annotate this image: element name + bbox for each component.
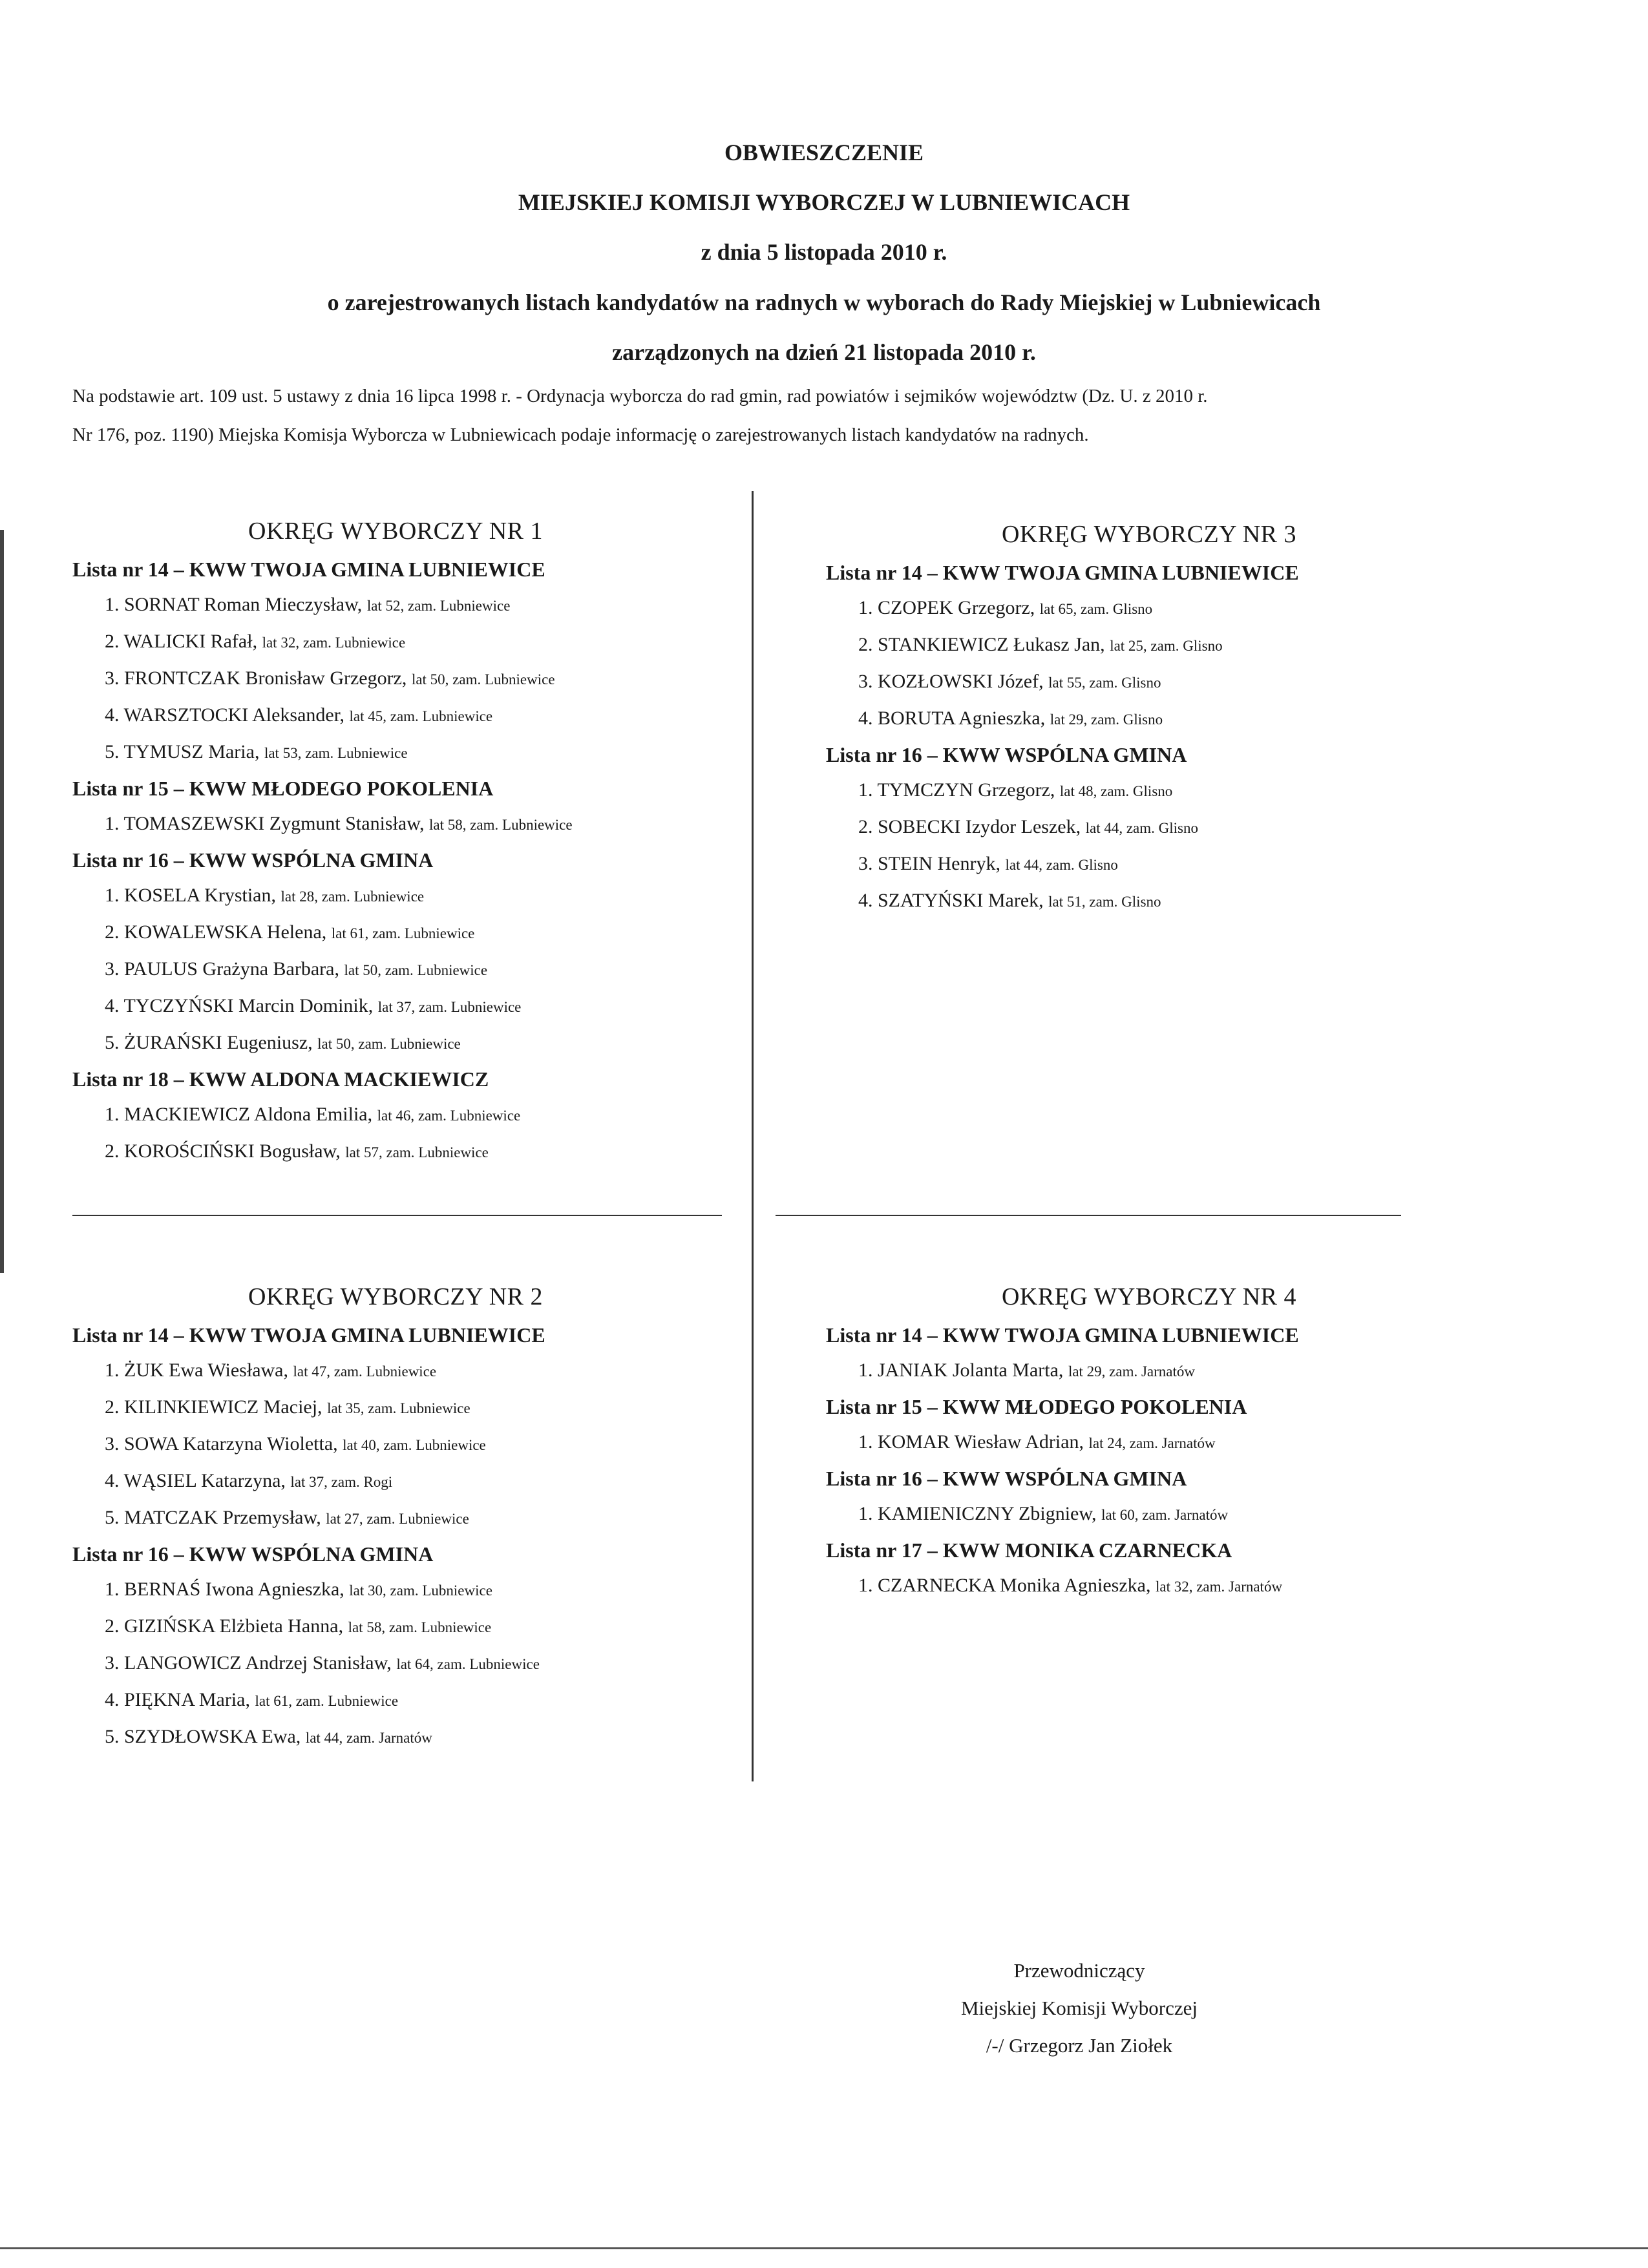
candidate-row bbox=[826, 1575, 1472, 1598]
signature-role: Przewodniczący bbox=[1013, 1959, 1145, 1982]
candidate-row bbox=[72, 631, 719, 654]
candidate-details: lat 47, zam. Lubniewice bbox=[293, 1363, 437, 1380]
candidate-row bbox=[72, 1396, 719, 1420]
candidate-number: 1. bbox=[105, 1104, 120, 1125]
candidate-details: lat 51, zam. Glisno bbox=[1048, 894, 1161, 910]
candidate-details: lat 52, zam. Lubniewice bbox=[366, 598, 511, 614]
candidate-name: MACKIEWICZ Aldona Emilia, bbox=[124, 1104, 373, 1125]
candidate-row bbox=[826, 1360, 1472, 1383]
list-heading: Lista nr 18 – KWW ALDONA MACKIEWICZ bbox=[72, 1067, 489, 1091]
candidate-details: lat 32, zam. Lubniewice bbox=[262, 635, 406, 651]
candidate-row bbox=[72, 1615, 719, 1639]
candidate-number: 1. bbox=[105, 594, 120, 615]
candidate-number: 3. bbox=[105, 1652, 120, 1674]
candidate-number: 3. bbox=[105, 667, 120, 689]
district-2 bbox=[72, 1283, 719, 1749]
candidate-number: 5. bbox=[105, 1726, 120, 1747]
scan-bottom-edge bbox=[0, 2247, 1648, 2249]
candidate-details: lat 44, zam. Glisno bbox=[1005, 857, 1118, 873]
candidate-number: 4. bbox=[105, 1689, 120, 1710]
candidate-details: lat 45, zam. Lubniewice bbox=[349, 708, 493, 724]
candidate-row bbox=[826, 1503, 1472, 1526]
candidate-name: KOMAR Wiesław Adrian, bbox=[878, 1431, 1084, 1453]
candidate-details: lat 25, zam. Glisno bbox=[1110, 638, 1223, 654]
candidate-details: lat 46, zam. Lubniewice bbox=[377, 1108, 521, 1124]
candidate-details: lat 50, zam. Lubniewice bbox=[411, 671, 555, 688]
candidate-row bbox=[826, 1431, 1472, 1454]
candidate-name: TOMASZEWSKI Zygmunt Stanisław, bbox=[123, 813, 425, 834]
candidate-number: 1. bbox=[858, 1360, 873, 1381]
list-heading: Lista nr 14 – KWW TWOJA GMINA LUBNIEWICE bbox=[826, 561, 1299, 584]
candidate-number: 5. bbox=[105, 1507, 120, 1528]
candidate-name: SOWA Katarzyna Wioletta, bbox=[124, 1433, 338, 1454]
candidate-row bbox=[826, 634, 1472, 657]
candidate-number: 1. bbox=[858, 779, 873, 801]
candidate-number: 5. bbox=[105, 741, 120, 762]
list-heading: Lista nr 15 – KWW MŁODEGO POKOLENIA bbox=[72, 777, 494, 800]
candidate-number: 1. bbox=[858, 1575, 873, 1596]
candidate-details: lat 29, zam. Jarnatów bbox=[1068, 1363, 1196, 1380]
candidate-number: 3. bbox=[105, 958, 120, 980]
list-heading: Lista nr 15 – KWW MŁODEGO POKOLENIA bbox=[826, 1395, 1247, 1418]
candidate-details: lat 44, zam. Jarnatów bbox=[305, 1730, 432, 1746]
section-divider-right bbox=[776, 1215, 1401, 1216]
list-heading: Lista nr 16 – KWW WSPÓLNA GMINA bbox=[72, 848, 434, 872]
section-divider-left bbox=[72, 1215, 722, 1216]
candidate-details: lat 58, zam. Lubniewice bbox=[348, 1619, 492, 1635]
candidate-name: CZARNECKA Monika Agnieszka, bbox=[878, 1575, 1151, 1596]
candidate-row bbox=[72, 1689, 719, 1712]
candidate-name: WĄSIEL Katarzyna, bbox=[123, 1470, 286, 1491]
candidate-row bbox=[72, 958, 719, 982]
candidate-number: 2. bbox=[105, 1140, 120, 1162]
candidate-row bbox=[72, 995, 719, 1018]
candidate-row bbox=[826, 816, 1472, 839]
candidate-row bbox=[826, 597, 1472, 620]
candidate-details: lat 53, zam. Lubniewice bbox=[264, 745, 408, 761]
candidate-details: lat 50, zam. Lubniewice bbox=[344, 962, 488, 978]
candidate-name: ŻUK Ewa Wiesława, bbox=[124, 1360, 288, 1381]
list-heading: Lista nr 14 – KWW TWOJA GMINA LUBNIEWICE bbox=[72, 1323, 545, 1347]
candidate-name: TYMCZYN Grzegorz, bbox=[877, 779, 1055, 801]
candidate-number: 1. bbox=[105, 885, 120, 906]
candidate-details: lat 44, zam. Glisno bbox=[1085, 820, 1198, 836]
signature-block bbox=[840, 1959, 1318, 2072]
intro-line-1: Na podstawie art. 109 ust. 5 ustawy z dnia 16 lipca 1998 r. - Ordynacja wyborcza do rad gmin, rad powiatów i sejmików województw (Dz. U. z 2010 r. bbox=[72, 386, 1208, 406]
candidate-details: lat 61, zam. Lubniewice bbox=[331, 925, 475, 941]
candidate-number: 4. bbox=[105, 1470, 120, 1491]
intro-line-2: Nr 176, poz. 1190) Miejska Komisja Wyborcza w Lubniewicach podaje informację o zarejestrowanych listach kandydatów na radnych. bbox=[72, 425, 1089, 445]
candidate-row bbox=[826, 671, 1472, 694]
list-heading: Lista nr 16 – KWW WSPÓLNA GMINA bbox=[826, 1467, 1187, 1490]
candidate-name: KOROŚCIŃSKI Bogusław, bbox=[124, 1140, 341, 1162]
candidate-row bbox=[72, 1507, 719, 1530]
candidate-number: 1. bbox=[858, 1431, 873, 1453]
candidate-name: KILINKIEWICZ Maciej, bbox=[124, 1396, 322, 1418]
candidate-row bbox=[72, 1726, 719, 1749]
candidate-details: lat 64, zam. Lubniewice bbox=[396, 1656, 540, 1672]
candidate-name: BORUTA Agnieszka, bbox=[878, 708, 1046, 729]
candidate-details: lat 30, zam. Lubniewice bbox=[349, 1582, 492, 1599]
candidate-name: CZOPEK Grzegorz, bbox=[878, 597, 1035, 618]
candidate-name: ŻURAŃSKI Eugeniusz, bbox=[124, 1032, 313, 1053]
candidate-name: KOSELA Krystian, bbox=[124, 885, 276, 906]
candidate-number: 2. bbox=[105, 921, 120, 943]
candidate-name: STEIN Henryk, bbox=[878, 853, 1000, 874]
candidate-number: 4. bbox=[105, 704, 120, 726]
list-heading: Lista nr 14 – KWW TWOJA GMINA LUBNIEWICE bbox=[72, 558, 545, 581]
candidate-number: 4. bbox=[105, 995, 120, 1016]
title-subject: o zarejestrowanych listach kandydatów na radnych w wyborach do Rady Miejskiej w Lubniewicach bbox=[327, 289, 1321, 315]
candidate-name: GIZIŃSKA Elżbieta Hanna, bbox=[124, 1615, 344, 1637]
candidate-row bbox=[72, 1652, 719, 1675]
list-heading: Lista nr 17 – KWW MONIKA CZARNECKA bbox=[826, 1538, 1232, 1562]
candidate-details: lat 65, zam. Glisno bbox=[1039, 601, 1153, 617]
district-title: OKRĘG WYBORCZY NR 2 bbox=[248, 1283, 544, 1310]
candidate-details: lat 37, zam. Lubniewice bbox=[377, 999, 522, 1015]
candidate-details: lat 24, zam. Jarnatów bbox=[1088, 1435, 1216, 1451]
candidate-number: 2. bbox=[105, 631, 120, 652]
candidate-number: 4. bbox=[858, 708, 873, 729]
candidate-details: lat 28, zam. Lubniewice bbox=[280, 888, 425, 905]
district-title: OKRĘG WYBORCZY NR 4 bbox=[1001, 1283, 1297, 1310]
candidate-number: 3. bbox=[858, 671, 873, 692]
candidate-details: lat 50, zam. Lubniewice bbox=[317, 1036, 461, 1052]
candidate-name: JANIAK Jolanta Marta, bbox=[878, 1360, 1064, 1381]
candidate-name: SZYDŁOWSKA Ewa, bbox=[124, 1726, 301, 1747]
candidate-row bbox=[72, 1104, 719, 1127]
candidate-number: 2. bbox=[105, 1396, 120, 1418]
district-3 bbox=[826, 520, 1472, 913]
candidate-name: PIĘKNA Maria, bbox=[124, 1689, 250, 1710]
candidate-details: lat 57, zam. Lubniewice bbox=[345, 1144, 489, 1160]
candidate-details: lat 32, zam. Jarnatów bbox=[1155, 1579, 1283, 1595]
candidate-details: lat 27, zam. Lubniewice bbox=[326, 1511, 469, 1527]
candidate-number: 2. bbox=[858, 816, 873, 837]
candidate-number: 2. bbox=[858, 634, 873, 655]
candidate-number: 3. bbox=[105, 1433, 120, 1454]
candidate-row bbox=[72, 704, 719, 728]
candidate-name: KOZŁOWSKI Józef, bbox=[878, 671, 1044, 692]
candidate-name: FRONTCZAK Bronisław Grzegorz, bbox=[124, 667, 407, 689]
candidate-row bbox=[72, 921, 719, 945]
candidate-row bbox=[72, 1360, 719, 1383]
candidate-row bbox=[826, 708, 1472, 731]
candidate-details: lat 37, zam. Rogi bbox=[290, 1474, 393, 1490]
candidate-number: 1. bbox=[858, 1503, 873, 1524]
candidate-name: SOBECKI Izydor Leszek, bbox=[878, 816, 1081, 837]
candidate-details: lat 61, zam. Lubniewice bbox=[255, 1693, 399, 1709]
candidate-number: 4. bbox=[858, 890, 873, 911]
candidate-details: lat 55, zam. Glisno bbox=[1048, 675, 1161, 691]
candidate-row bbox=[72, 1579, 719, 1602]
signature-name: /-/ Grzegorz Jan Ziołek bbox=[986, 2034, 1173, 2057]
candidate-details: lat 40, zam. Lubniewice bbox=[343, 1437, 486, 1453]
candidate-number: 1. bbox=[858, 597, 873, 618]
candidate-row bbox=[826, 890, 1472, 913]
candidate-name: SORNAT Roman Mieczysław, bbox=[124, 594, 363, 615]
candidate-row bbox=[72, 1433, 719, 1456]
title-election-date: zarządzonych na dzień 21 listopada 2010 r. bbox=[612, 339, 1036, 365]
candidate-number: 1. bbox=[105, 1579, 120, 1600]
candidate-row bbox=[826, 779, 1472, 803]
candidate-details: lat 58, zam. Lubniewice bbox=[428, 817, 573, 833]
candidate-number: 1. bbox=[105, 813, 120, 834]
district-1 bbox=[72, 517, 719, 1164]
column-divider bbox=[752, 491, 754, 1781]
candidate-name: WARSZTOCKI Aleksander, bbox=[123, 704, 345, 726]
candidate-name: BERNAŚ Iwona Agnieszka, bbox=[124, 1579, 344, 1600]
candidate-details: lat 48, zam. Glisno bbox=[1059, 783, 1173, 799]
candidate-number: 3. bbox=[858, 853, 873, 874]
candidate-row bbox=[72, 594, 719, 617]
candidate-row bbox=[72, 1032, 719, 1055]
candidate-name: KAMIENICZNY Zbigniew, bbox=[878, 1503, 1097, 1524]
candidate-name: PAULUS Grażyna Barbara, bbox=[124, 958, 339, 980]
candidate-name: TYMUSZ Maria, bbox=[123, 741, 260, 762]
candidate-row bbox=[72, 813, 719, 836]
candidate-row bbox=[72, 741, 719, 764]
district-title: OKRĘG WYBORCZY NR 1 bbox=[248, 518, 544, 545]
signature-body: Miejskiej Komisji Wyborczej bbox=[960, 1997, 1198, 2019]
list-heading: Lista nr 14 – KWW TWOJA GMINA LUBNIEWICE bbox=[826, 1323, 1299, 1347]
candidate-name: LANGOWICZ Andrzej Stanisław, bbox=[124, 1652, 392, 1674]
list-heading: Lista nr 16 – KWW WSPÓLNA GMINA bbox=[72, 1542, 434, 1566]
title-obwieszczenie: OBWIESZCZENIE bbox=[724, 140, 924, 165]
candidate-number: 1. bbox=[105, 1360, 120, 1381]
candidate-name: TYCZYŃSKI Marcin Dominik, bbox=[123, 995, 374, 1016]
candidate-name: SZATYŃSKI Marek, bbox=[878, 890, 1044, 911]
candidate-details: lat 35, zam. Lubniewice bbox=[327, 1400, 470, 1416]
candidate-name: KOWALEWSKA Helena, bbox=[124, 921, 327, 943]
title-date: z dnia 5 listopada 2010 r. bbox=[701, 239, 947, 265]
candidate-row bbox=[826, 853, 1472, 876]
candidate-name: STANKIEWICZ Łukasz Jan, bbox=[878, 634, 1105, 655]
candidate-row bbox=[72, 885, 719, 908]
candidate-name: WALICKI Rafał, bbox=[123, 631, 258, 652]
candidate-details: lat 60, zam. Jarnatów bbox=[1101, 1507, 1229, 1523]
candidate-number: 5. bbox=[105, 1032, 120, 1053]
candidate-details: lat 29, zam. Glisno bbox=[1050, 711, 1163, 728]
title-commission: MIEJSKIEJ KOMISJI WYBORCZEJ W LUBNIEWICACH bbox=[518, 189, 1130, 215]
district-title: OKRĘG WYBORCZY NR 3 bbox=[1001, 521, 1297, 548]
list-heading: Lista nr 16 – KWW WSPÓLNA GMINA bbox=[826, 743, 1187, 766]
candidate-number: 2. bbox=[105, 1615, 120, 1637]
scan-edge bbox=[0, 530, 4, 1273]
candidate-row bbox=[72, 1140, 719, 1164]
candidate-row bbox=[72, 1470, 719, 1493]
district-4 bbox=[826, 1283, 1472, 1598]
candidate-row bbox=[72, 667, 719, 691]
candidate-name: MATCZAK Przemysław, bbox=[124, 1507, 321, 1528]
